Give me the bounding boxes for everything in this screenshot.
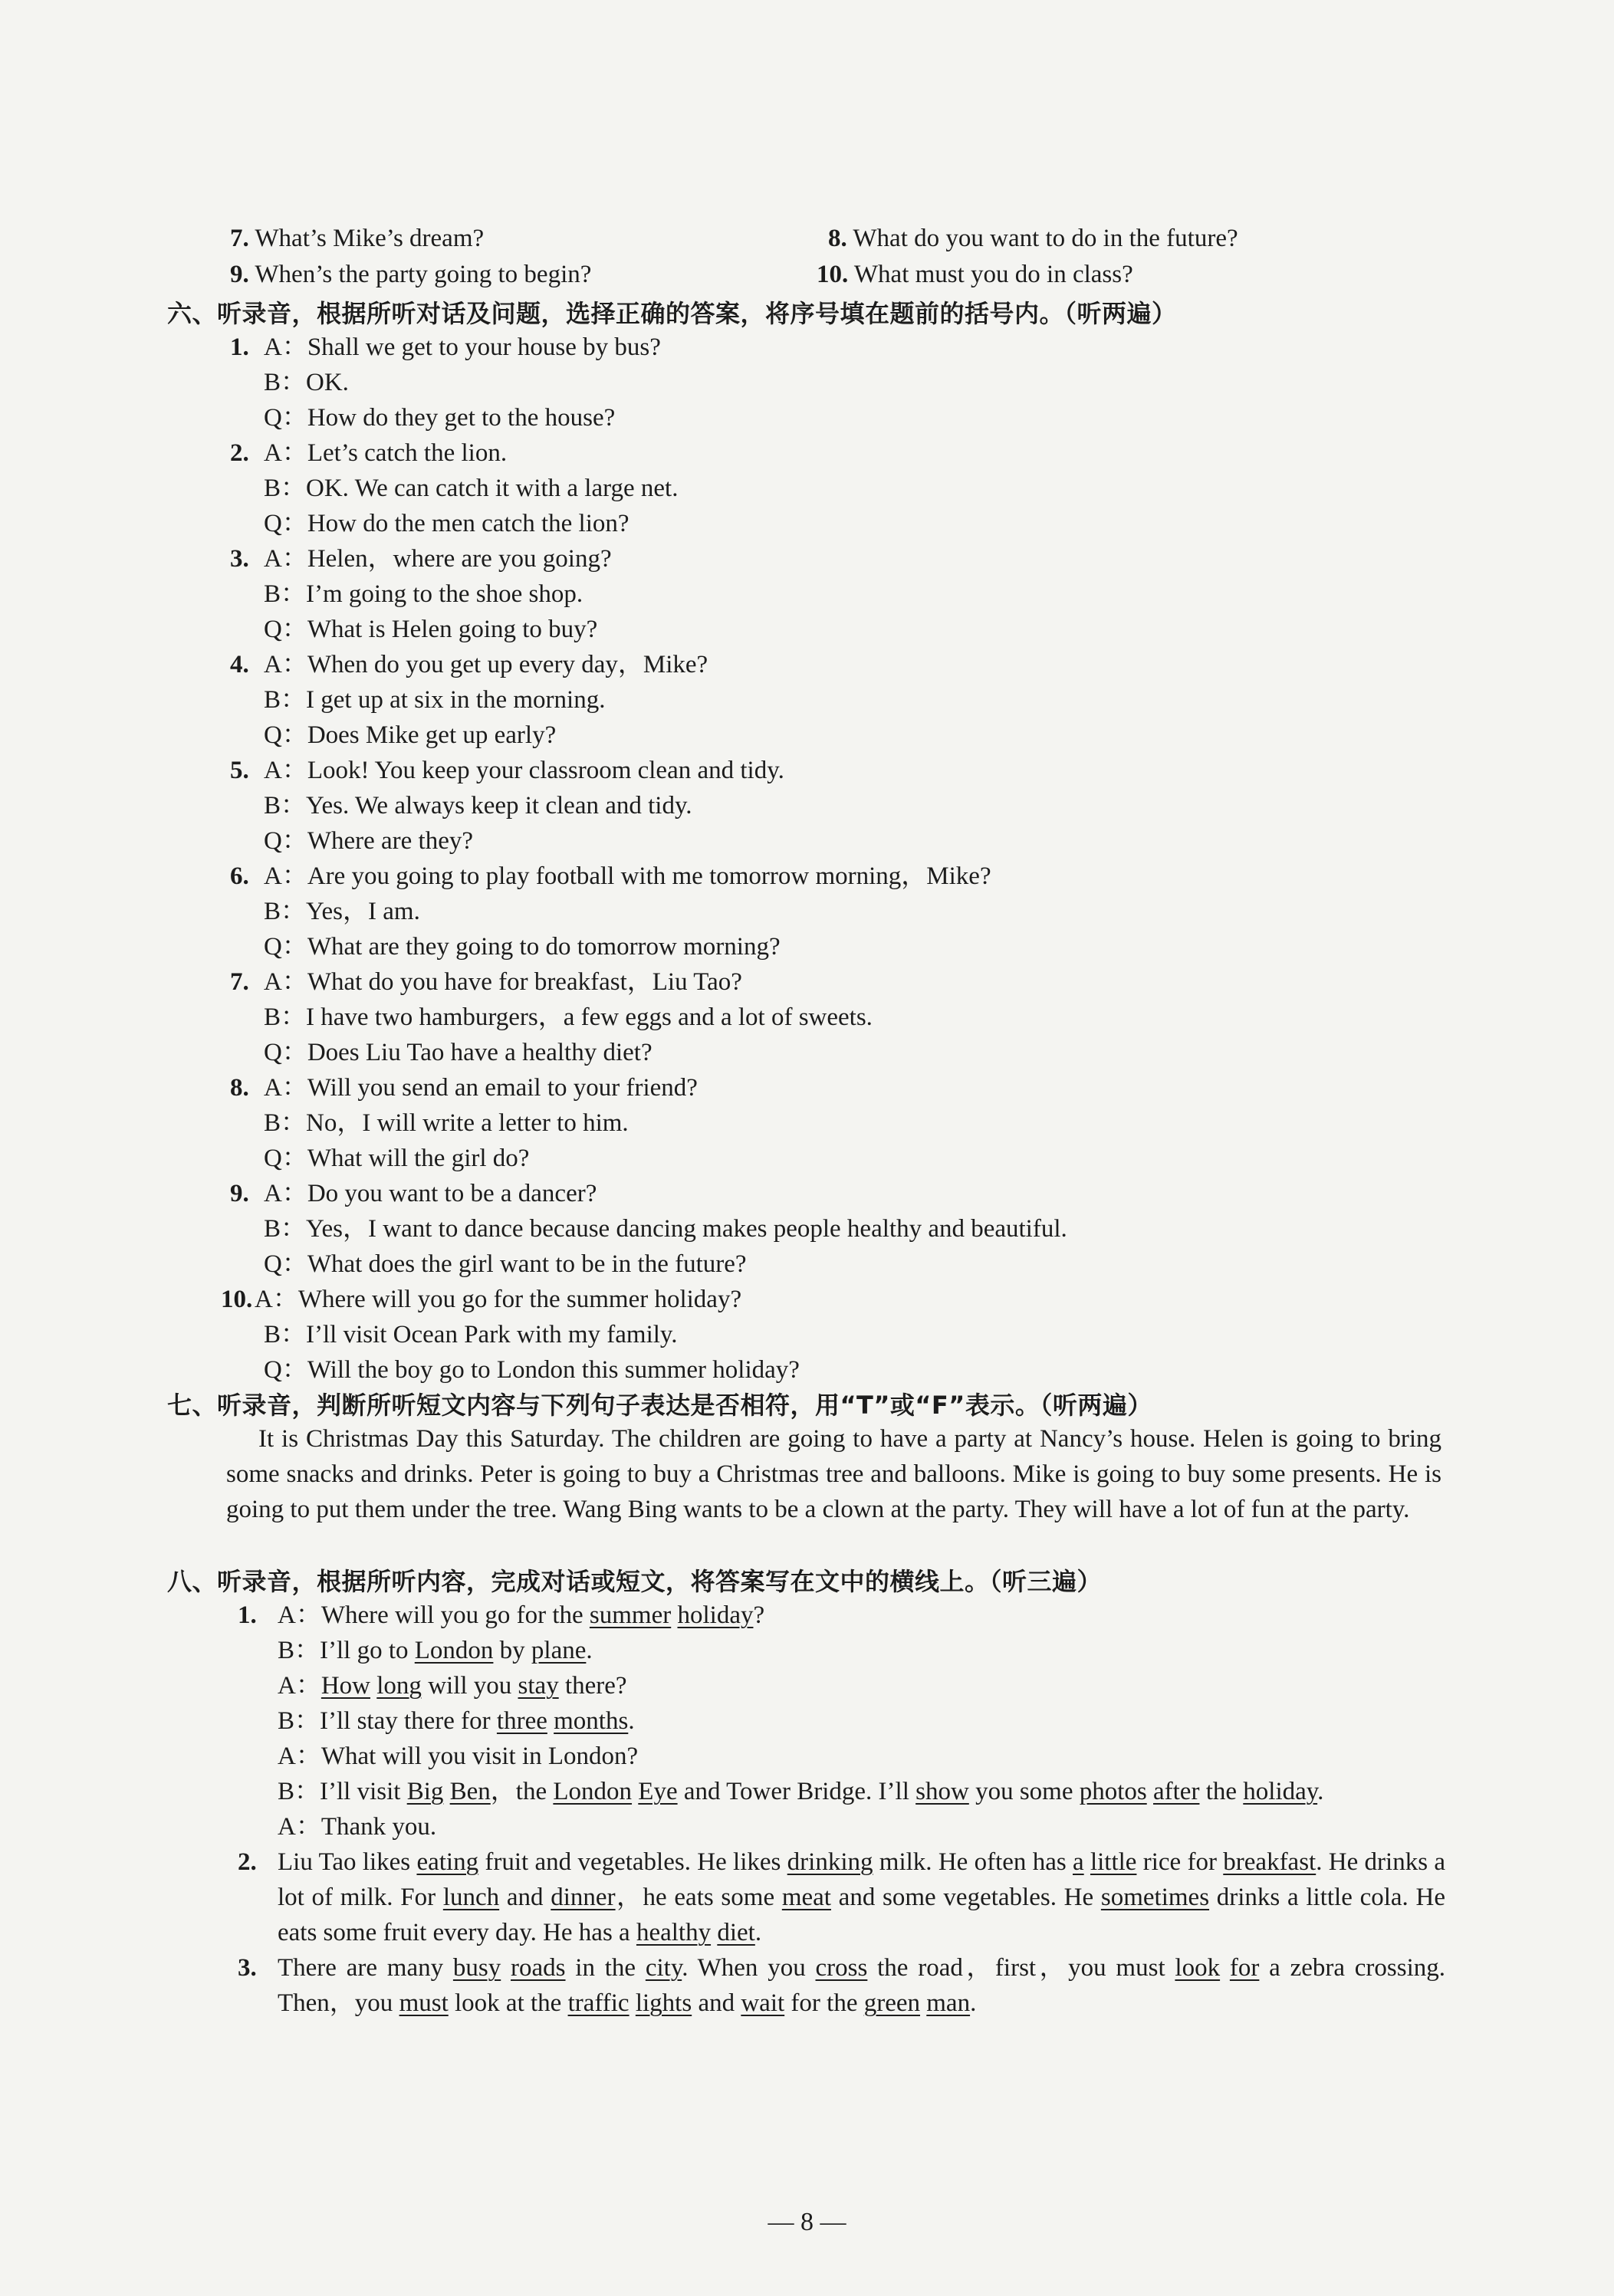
blank-answer: Eye — [638, 1778, 678, 1805]
question-line: Q：How do the men catch the lion? — [264, 510, 629, 537]
blank-answer: lights — [635, 1989, 692, 2017]
section-8-content — [238, 1598, 1445, 2021]
question-line: Q：What will the girl do? — [264, 1145, 530, 1172]
blank-answer: months — [554, 1707, 629, 1735]
dialogue-item — [230, 435, 1457, 541]
speaker-a-line: 2. A：Let’s catch the lion. — [230, 435, 1457, 471]
blank-answer: wait — [741, 1989, 785, 2017]
dialogue-line: B：I’ll visit Big Ben，the London Eye and Tower Bridge. I’ll show you some photos after the holiday. — [278, 1778, 1324, 1805]
dialogue-item — [230, 1070, 1457, 1176]
dialogue-item — [230, 541, 1457, 647]
question-line: Q：What is Helen going to buy? — [264, 616, 598, 643]
section-7-paragraph: It is Christmas Day this Saturday. The children are going to have a party at Nancy’s house. Helen is going to bring some snacks and drinks. Peter is going to buy a Christmas tree and balloons. Mike is going to buy some presents. He is going to put them under the tree. Wang Bing wants to be a clown at the party. They will have a lot of fun at the party. — [226, 1425, 1441, 1523]
item-number: 9. — [230, 1180, 249, 1207]
dialogue-item — [221, 1282, 1457, 1388]
dialogue-line: A：Thank you. — [278, 1813, 437, 1841]
question-8: 8. What do you want to do in the future? — [828, 225, 1238, 252]
blank-answer: plane — [531, 1637, 587, 1664]
section-8-item-2: 2. Liu Tao likes eating fruit and vegetables. He likes drinking milk. He often has a little rice for breakfast. He drinks a lot of milk. For lunch and dinner，he eats some meat and some vegetables. He sometimes drinks a little cola. He eats some fruit every day. He has a healthy diet. — [238, 1848, 1445, 1946]
dialogue-line: B：I’ll go to London by plane. — [278, 1637, 593, 1664]
question-line: Q：Does Liu Tao have a healthy diet? — [264, 1039, 653, 1066]
blank-answer: holiday — [677, 1601, 754, 1629]
section-8-item-1: 1. A：Where will you go for the summer holiday? B：I’ll go to London by plane. A：How long will you stay there? B：I’ll stay there for three months. A：What will you visit in London? B：I’ll visit Big Ben，the London Eye and Tower Bridge. I’ll show you some photos after the holiday. A：Thank you. — [238, 1598, 1445, 1844]
item-number: 10. — [221, 1286, 253, 1313]
blank-answer: city — [645, 1954, 682, 1982]
page-number: — 8 — — [768, 2208, 846, 2236]
dialogue-line: A：Where will you go for the summer holiday? — [278, 1601, 765, 1629]
speaker-b-line: B：OK. We can catch it with a large net. — [264, 475, 679, 502]
item-number: 7. — [230, 968, 249, 996]
blank-answer: little — [1090, 1848, 1137, 1876]
question-line: Q：What are they going to do tomorrow morning? — [264, 933, 781, 961]
blank-answer: traffic — [567, 1989, 629, 2017]
section-6-dialogues — [221, 330, 1457, 1388]
question-9: 9. When’s the party going to begin? — [230, 261, 592, 288]
blank-answer: green — [863, 1989, 921, 2017]
blank-answer: London — [414, 1637, 494, 1664]
speaker-b-line: B：Yes，I want to dance because dancing makes people healthy and beautiful. — [264, 1215, 1067, 1243]
item-number: 3. — [230, 545, 249, 573]
blank-answer: long — [376, 1672, 422, 1700]
speaker-a-line: 3. A：Helen，where are you going? — [230, 541, 1457, 576]
item-number: 6. — [230, 862, 249, 890]
section-8-item-3: 3. There are many busy roads in the city. When you cross the road，first，you must look for a zebra crossing. Then，you must look at the traffic lights and wait for the green man. — [238, 1954, 1446, 2017]
speaker-a-line: 4. A：When do you get up every day，Mike? — [230, 647, 1457, 682]
item-number: 2. — [230, 439, 249, 467]
dialogue-item — [230, 330, 1457, 435]
dialogue-item — [230, 753, 1457, 859]
dialogue-item — [230, 1176, 1457, 1282]
blank-answer: Big — [406, 1778, 444, 1805]
question-10: 10. What must you do in class? — [817, 261, 1133, 288]
speaker-b-line: B：I have two hamburgers，a few eggs and a lot of sweets. — [264, 1003, 873, 1031]
blank-answer: photos — [1079, 1778, 1147, 1805]
blank-answer: summer — [589, 1601, 672, 1629]
blank-answer: dinner — [551, 1884, 616, 1911]
blank-answer: a — [1073, 1848, 1084, 1876]
dialogue-item — [230, 964, 1457, 1070]
speaker-b-line: B：I’m going to the shoe shop. — [264, 580, 583, 608]
blank-answer: lunch — [442, 1884, 500, 1911]
blank-answer: meat — [781, 1884, 831, 1911]
blank-answer: London — [553, 1778, 633, 1805]
question-line: Q：Where are they? — [264, 827, 474, 855]
blank-answer: sometimes — [1100, 1884, 1210, 1911]
question-line: Q：How do they get to the house? — [264, 404, 616, 432]
blank-answer: busy — [452, 1954, 501, 1982]
speaker-a-line: 5. A：Look! You keep your classroom clean and tidy. — [230, 753, 1457, 788]
blank-answer: look — [1175, 1954, 1221, 1982]
blank-answer: cross — [815, 1954, 868, 1982]
blank-answer: three — [496, 1707, 547, 1735]
blank-answer: healthy — [636, 1919, 712, 1946]
question-line: Q：What does the girl want to be in the future? — [264, 1250, 747, 1278]
blank-answer: after — [1153, 1778, 1200, 1805]
dialogue-line: A：How long will you stay there? — [278, 1672, 627, 1700]
speaker-b-line: B：Yes. We always keep it clean and tidy. — [264, 792, 692, 820]
item-number: 4. — [230, 651, 249, 678]
dialogue-item — [230, 859, 1457, 964]
blank-answer: diet — [717, 1919, 755, 1946]
speaker-a-line: 10. A：Where will you go for the summer holiday? — [230, 1282, 1457, 1317]
speaker-b-line: B：I get up at six in the morning. — [264, 686, 606, 714]
blank-answer: roads — [511, 1954, 566, 1982]
blank-answer: How — [320, 1672, 371, 1700]
blank-answer: must — [399, 1989, 449, 2017]
blank-answer: stay — [518, 1672, 559, 1700]
section-7-title: 七、听录音，判断所听短文内容与下列句子表达是否相符，用“T”或“F”表示。（听两遍） — [167, 1391, 1152, 1420]
speaker-b-line: B：No，I will write a letter to him. — [264, 1109, 629, 1137]
speaker-b-line: B：OK. — [264, 369, 349, 396]
blank-answer: show — [915, 1778, 969, 1805]
question-line: Q：Does Mike get up early? — [264, 721, 557, 749]
speaker-b-line: B：Yes，I am. — [264, 898, 420, 925]
blank-answer: holiday — [1243, 1778, 1318, 1805]
speaker-b-line: B：I’ll visit Ocean Park with my family. — [264, 1321, 678, 1348]
question-line: Q：Will the boy go to London this summer holiday? — [264, 1356, 800, 1384]
blank-answer: man — [926, 1989, 971, 2017]
question-7: 7. What’s Mike’s dream? — [230, 225, 485, 252]
item-number: 1. — [230, 333, 249, 361]
section-8-title: 八、听录音，根据所听内容，完成对话或短文，将答案写在文中的横线上。（听三遍） — [167, 1567, 1103, 1596]
item-number: 8. — [230, 1074, 249, 1102]
speaker-a-line: 7. A：What do you have for breakfast，Liu Tao? — [230, 964, 1457, 1000]
speaker-a-line: 1. A：Shall we get to your house by bus? — [230, 330, 1457, 365]
dialogue-line: B：I’ll stay there for three months. — [278, 1707, 635, 1735]
item-number: 5. — [230, 757, 249, 784]
blank-answer: for — [1229, 1954, 1260, 1982]
speaker-a-line: 8. A：Will you send an email to your friend? — [230, 1070, 1457, 1105]
blank-answer: breakfast — [1223, 1848, 1317, 1876]
blank-answer: drinking — [787, 1848, 873, 1876]
blank-answer: Ben — [449, 1778, 491, 1805]
speaker-a-line: 6. A：Are you going to play football with me tomorrow morning，Mike? — [230, 859, 1457, 894]
dialogue-line: A：What will you visit in London? — [278, 1743, 639, 1770]
section-6-title: 六、听录音，根据所听对话及问题，选择正确的答案，将序号填在题前的括号内。（听两遍） — [167, 299, 1177, 328]
dialogue-item — [230, 647, 1457, 753]
blank-answer: eating — [416, 1848, 479, 1876]
speaker-a-line: 9. A：Do you want to be a dancer? — [230, 1176, 1457, 1211]
